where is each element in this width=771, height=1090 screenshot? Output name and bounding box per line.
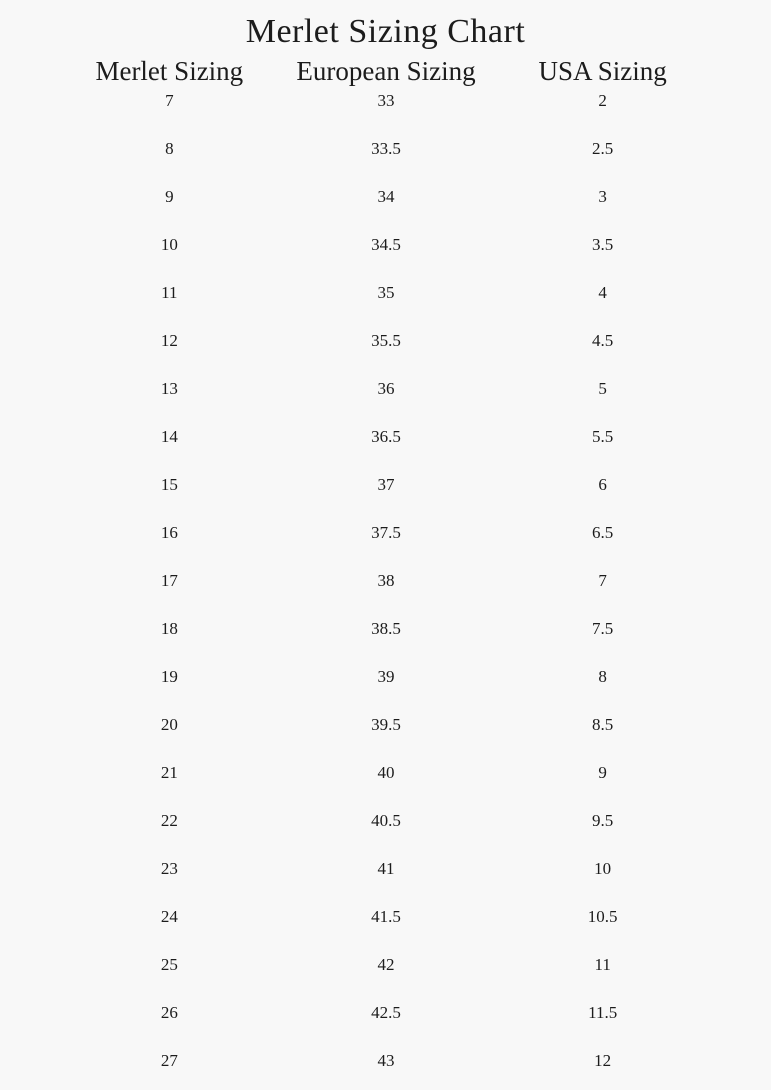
- table-cell: 4: [598, 283, 607, 302]
- table-row: [61, 701, 711, 749]
- table-cell: 23: [160, 859, 178, 878]
- table-cell: 19: [160, 667, 178, 686]
- table-cell: 6.5: [592, 523, 614, 542]
- table-cell: 9: [598, 763, 607, 782]
- table-cell: 10: [160, 235, 178, 254]
- table-cell: 34: [377, 187, 395, 206]
- table-cell: 18: [160, 619, 178, 638]
- table-cell: 33: [377, 91, 395, 110]
- table-cell: 35: [377, 283, 395, 302]
- table-cell: 40.5: [371, 811, 401, 830]
- table-cell: 3: [598, 187, 607, 206]
- table-cell: 7: [165, 91, 174, 110]
- table-cell: 39: [377, 667, 395, 686]
- table-row: [61, 557, 711, 605]
- table-cell: 27: [160, 1051, 178, 1070]
- table-cell: 35.5: [371, 331, 401, 350]
- table-cell: 42.5: [371, 1003, 401, 1022]
- table-cell: 26: [160, 1003, 178, 1022]
- table-row: [61, 173, 711, 221]
- table-cell: 37: [377, 475, 395, 494]
- table-row: [61, 317, 711, 365]
- table-row: [61, 413, 711, 461]
- table-cell: 20: [160, 715, 178, 734]
- table-row: [61, 893, 711, 941]
- table-cell: 2: [598, 91, 607, 110]
- table-cell: 11.5: [588, 1003, 618, 1022]
- table-cell: 34.5: [371, 235, 401, 254]
- table-cell: 43: [377, 1051, 395, 1070]
- table-cell: 11: [161, 283, 178, 302]
- table-row: [61, 749, 711, 797]
- table-row: [61, 125, 711, 173]
- table-cell: 14: [160, 427, 178, 446]
- table-cell: 2.5: [592, 139, 614, 158]
- table-row: [61, 941, 711, 989]
- table-cell: 5.5: [592, 427, 614, 446]
- table-row: [61, 989, 711, 1037]
- table-cell: 4.5: [592, 331, 614, 350]
- table-body: [0, 77, 771, 1085]
- column-header-european-sizing: European Sizing: [296, 56, 476, 86]
- table-row: [61, 221, 711, 269]
- table-cell: 8: [598, 667, 607, 686]
- table-row: [61, 77, 711, 125]
- table-cell: 13: [160, 379, 178, 398]
- page-title: Merlet Sizing Chart: [245, 13, 526, 50]
- table-cell: 33.5: [371, 139, 401, 158]
- table-cell: 38: [377, 571, 395, 590]
- table-cell: 3.5: [592, 235, 614, 254]
- table-cell: 38.5: [371, 619, 401, 638]
- table-cell: 25: [160, 955, 178, 974]
- table-cell: 15: [160, 475, 178, 494]
- table-cell: 9.5: [592, 811, 614, 830]
- table-row: [61, 797, 711, 845]
- table-row: [61, 653, 711, 701]
- table-cell: 41: [377, 859, 395, 878]
- column-header-usa-sizing: USA Sizing: [538, 56, 667, 86]
- table-cell: 10.5: [587, 907, 618, 926]
- table-cell: 36.5: [371, 427, 401, 446]
- table-cell: 8: [165, 139, 174, 158]
- table-cell: 11: [594, 955, 611, 974]
- table-cell: 7.5: [592, 619, 614, 638]
- table-row: [61, 845, 711, 893]
- table-row: [61, 605, 711, 653]
- column-header-merlet-sizing: Merlet Sizing: [95, 56, 244, 86]
- table-cell: 24: [160, 907, 178, 926]
- table-row: [61, 509, 711, 557]
- table-cell: 37.5: [371, 523, 401, 542]
- table-cell: 21: [160, 763, 178, 782]
- table-cell: 12: [594, 1051, 612, 1070]
- table-cell: 40: [377, 763, 395, 782]
- table-cell: 8.5: [592, 715, 614, 734]
- table-cell: 5: [598, 379, 607, 398]
- table-cell: 17: [160, 571, 178, 590]
- table-cell: 42: [377, 955, 395, 974]
- table-cell: 10: [594, 859, 612, 878]
- table-cell: 39.5: [371, 715, 401, 734]
- table-cell: 12: [160, 331, 178, 350]
- table-cell: 7: [598, 571, 607, 590]
- table-cell: 36: [377, 379, 395, 398]
- table-cell: 9: [165, 187, 174, 206]
- table-cell: 16: [160, 523, 178, 542]
- sizing-chart-page: [0, 10, 771, 1090]
- table-cell: 22: [160, 811, 178, 830]
- table-cell: 6: [598, 475, 607, 494]
- table-row: [61, 269, 711, 317]
- table-row: [61, 461, 711, 509]
- table-cell: 41.5: [371, 907, 401, 926]
- table-row: [61, 365, 711, 413]
- table-row: [61, 1037, 711, 1085]
